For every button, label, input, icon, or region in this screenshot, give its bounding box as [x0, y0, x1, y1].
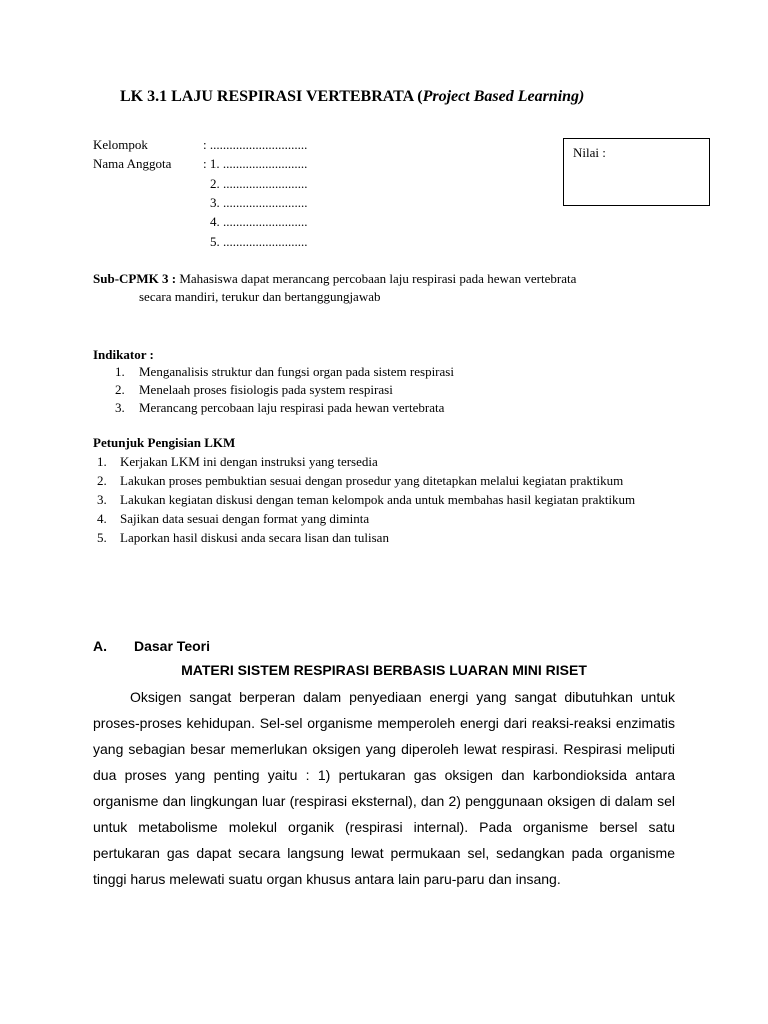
nilai-box[interactable] [563, 138, 710, 206]
section-a-title: Dasar Teori [134, 638, 210, 654]
member-field-5[interactable]: 5. .......................... [210, 234, 308, 249]
list-item [97, 453, 675, 471]
list-item [97, 529, 675, 547]
list-item [113, 363, 454, 381]
nilai-label: Nilai : [573, 145, 606, 160]
list-item [97, 472, 675, 490]
member-field-3[interactable]: 3. .......................... [210, 195, 308, 210]
section-a-letter: A. [93, 638, 107, 654]
list-text: Kerjakan LKM ini dengan instruksi yang tersedia [120, 454, 378, 469]
list-text: Merancang percobaan laju respirasi pada hewan vertebrata [139, 400, 445, 415]
list-number: 1. [115, 364, 125, 379]
list-text: Laporkan hasil diskusi anda secara lisan dan tulisan [120, 530, 389, 545]
list-text: Menelaah proses fisiologis pada system respirasi [139, 382, 393, 397]
section-a-paragraph: Oksigen sangat berperan dalam penyediaan energi yang sangat dibutuhkan untuk proses-proses kehidupan. Sel-sel organisme memperoleh energi dari reaksi-reaksi enzimatis yang sebagian besar memerlukan oksigen yang diperoleh lewat respirasi. Respirasi meliputi dua proses yang penting yaitu : 1) pertukaran gas oksigen dan karbondioksida antara organisme dan lingkungan luar (respirasi eksternal), dan 2) penggunaan oksigen di dalam sel untuk metabolisme molekul organik (respirasi internal). Pada organisme bersel satu pertukaran gas dapat secara langsung lewat permukaan sel, sedangkan pada organisme tinggi harus melewati suatu organ khusus antara lain paru-paru dan insang. [93, 689, 675, 887]
list-text: Menganalisis struktur dan fungsi organ pada sistem respirasi [139, 364, 454, 379]
nama-anggota-label: Nama Anggota [93, 156, 172, 171]
list-number: 2. [115, 382, 125, 397]
section-a-subtitle: MATERI SISTEM RESPIRASI BERBASIS LUARAN MINI RISET [181, 662, 587, 678]
list-item [97, 491, 675, 509]
member-field-1[interactable]: : 1. .......................... [203, 156, 308, 171]
member-field-4[interactable]: 4. .......................... [210, 214, 308, 229]
indikator-list [113, 363, 454, 417]
petunjuk-list [97, 453, 675, 548]
petunjuk-heading: Petunjuk Pengisian LKM [93, 435, 236, 450]
sub-cpmk [93, 270, 675, 306]
kelompok-label: Kelompok [93, 137, 148, 152]
list-number: 3. [97, 492, 107, 507]
list-text: Sajikan data sesuai dengan format yang diminta [120, 511, 370, 526]
sub-cpmk-label: Sub-CPMK 3 : [93, 271, 177, 286]
indikator-heading: Indikator : [93, 347, 154, 362]
list-number: 2. [97, 473, 107, 488]
member-field-2[interactable]: 2. .......................... [210, 176, 308, 191]
sub-cpmk-text-line2: secara mandiri, terukur dan bertanggungjawab [139, 289, 381, 304]
list-number: 1. [97, 454, 107, 469]
list-text: Lakukan proses pembuktian sesuai dengan prosedur yang ditetapkan melalui kegiatan praktikum [120, 473, 624, 488]
list-number: 3. [115, 400, 125, 415]
list-number: 4. [97, 511, 107, 526]
page-title [120, 87, 584, 107]
title-italic: Project Based Learning) [422, 88, 585, 105]
title-main: LK 3.1 LAJU RESPIRASI VERTEBRATA ( [120, 88, 423, 105]
list-item [113, 399, 454, 417]
kelompok-field[interactable]: : .............................. [203, 137, 308, 152]
section-a-heading [93, 637, 210, 655]
list-text: Lakukan kegiatan diskusi dengan teman kelompok anda untuk membahas hasil kegiatan praktikum [120, 492, 636, 507]
list-item [97, 510, 675, 528]
list-item [113, 381, 454, 399]
sub-cpmk-text-line1: Mahasiswa dapat merancang percobaan laju respirasi pada hewan vertebrata [179, 271, 577, 286]
list-number: 5. [97, 530, 107, 545]
